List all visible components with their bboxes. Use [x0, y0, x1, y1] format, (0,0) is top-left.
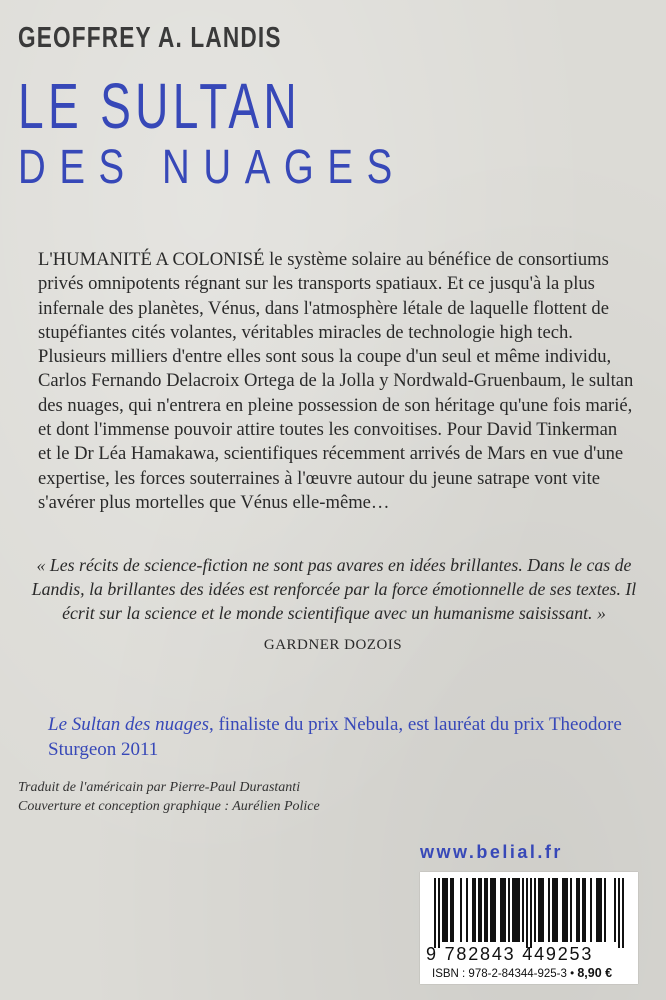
- barcode-bar: [444, 878, 446, 942]
- review-quote: « Les récits de science-fiction ne sont pas avares en idées brillantes. Dans le cas de Landis, la brillantes des idées est renforcée par la force émotionnelle de ses textes. Il écrit sur la science et le monde scientifique avec un humanisme saisissant. »: [31, 555, 637, 623]
- barcode-bar: [576, 878, 578, 942]
- barcode-bar: [480, 878, 482, 942]
- isbn-separator: •: [566, 968, 578, 980]
- barcode-bar: [596, 878, 598, 942]
- barcode-bar: [500, 878, 502, 942]
- barcode-bar: [578, 878, 580, 942]
- translation-credit: Traduit de l'américain par Pierre-Paul Durastanti: [18, 780, 301, 795]
- barcode-bar: [438, 878, 440, 948]
- barcode-bar: [466, 878, 468, 942]
- barcode-bar: [450, 878, 452, 942]
- barcode-bar: [516, 878, 518, 942]
- author-name: GEOFFREY A. LANDIS: [18, 22, 282, 54]
- barcode-bar: [492, 878, 494, 942]
- barcode-bar: [552, 878, 554, 942]
- cover-credit: Couverture et conception graphique : Aurélien Police: [18, 799, 320, 814]
- barcode-bar: [540, 878, 542, 942]
- barcode-bar: [530, 878, 532, 948]
- price: 8,90 €: [577, 966, 613, 980]
- barcode-bar: [614, 878, 616, 942]
- back-cover-blurb: [38, 248, 634, 515]
- barcode-bar: [618, 878, 620, 948]
- quote-attribution: GARDNER DOZOIS: [263, 637, 403, 653]
- barcode-bar: [494, 878, 496, 942]
- award-note: [48, 712, 628, 762]
- barcode-bar: [446, 878, 448, 942]
- barcode-bar: [554, 878, 556, 942]
- barcode-bar: [504, 878, 506, 942]
- book-title-line-1: LE SULTAN: [18, 70, 302, 142]
- barcode-bar: [590, 878, 592, 942]
- barcode-bar: [474, 878, 476, 942]
- barcode-bar: [486, 878, 488, 942]
- barcode-bar: [434, 878, 436, 948]
- blurb-paragraph-2: Plusieurs milliers d'entre elles sont sous la coupe d'un seul et même individu, Carlos Fernando Delacroix Ortega de la Jolla y Nordwald-Gruenbaum, le sultan des nuages, qui n'entrera en pleine possession de son héritage qu'une fois marié, et dont l'immense pouvoir attire toutes les convoitises. Pour David Tinkerman et le Dr Léa Hamakawa, scientifiques récemment arrivés de Mars en vue d'une expertise, les forces souterraines à l'œuvre autour du jeune satrape vont vite s'avérer plus mortelles que Vénus elle-même…: [38, 346, 634, 513]
- isbn-label: ISBN : 978-2-84344-925-3: [432, 968, 567, 980]
- barcode-bar: [478, 878, 480, 942]
- barcode-bar: [460, 878, 462, 942]
- barcode-bar: [622, 878, 624, 948]
- barcode-bar: [514, 878, 516, 942]
- barcode-bar: [472, 878, 474, 942]
- barcode-bar: [502, 878, 504, 942]
- barcode-bar: [548, 878, 550, 942]
- barcode-bar: [570, 878, 572, 942]
- blurb-small-caps-lead: HUMANITÉ A COLONISÉ: [52, 249, 265, 270]
- barcode-bar: [484, 878, 486, 942]
- barcode-bar: [534, 878, 536, 942]
- barcode-bar: [512, 878, 514, 942]
- barcode-bar: [582, 878, 584, 942]
- award-book-title: Le Sultan des nuages: [48, 714, 209, 735]
- barcode-bar: [598, 878, 600, 942]
- blurb-lead-letter: L': [38, 249, 53, 270]
- barcode-bar: [508, 878, 510, 942]
- blurb-paragraph-1: [38, 248, 634, 345]
- barcode-bar: [604, 878, 606, 942]
- blurb-paragraph-1-text: le système solaire au bénéfice de consortiums privés omnipotents régnant sur les transports spatiaux. Et ce jusqu'à la plus infernale des planètes, Vénus, dans l'atmosphère létale de laquelle flottent de stupéfiantes cités volantes, véritables miracles de technologie high tech.: [38, 249, 609, 343]
- barcode-label: [420, 872, 638, 984]
- barcode-bar: [538, 878, 540, 942]
- barcode-bar: [526, 878, 528, 948]
- publisher-website[interactable]: www.belial.fr: [420, 842, 563, 862]
- barcode-bar: [600, 878, 602, 942]
- ean-number: 9 782843 449253: [426, 944, 594, 964]
- barcode-bar: [522, 878, 524, 942]
- barcode-bar: [584, 878, 586, 942]
- isbn-price-line: [432, 966, 612, 980]
- barcode-bar: [562, 878, 564, 942]
- book-title-line-2: DES NUAGES: [18, 141, 406, 194]
- barcode-bar: [490, 878, 492, 942]
- barcode-bar: [556, 878, 558, 942]
- credits: [18, 778, 518, 816]
- barcode-bar: [442, 878, 444, 942]
- barcode-bar: [452, 878, 454, 942]
- barcode-bar: [564, 878, 566, 942]
- barcode-bar: [518, 878, 520, 942]
- barcode-bar: [566, 878, 568, 942]
- barcode-bar: [542, 878, 544, 942]
- award-text: , finaliste du prix Nebula, est lauréat du prix Theodore Sturgeon 2011: [48, 714, 622, 760]
